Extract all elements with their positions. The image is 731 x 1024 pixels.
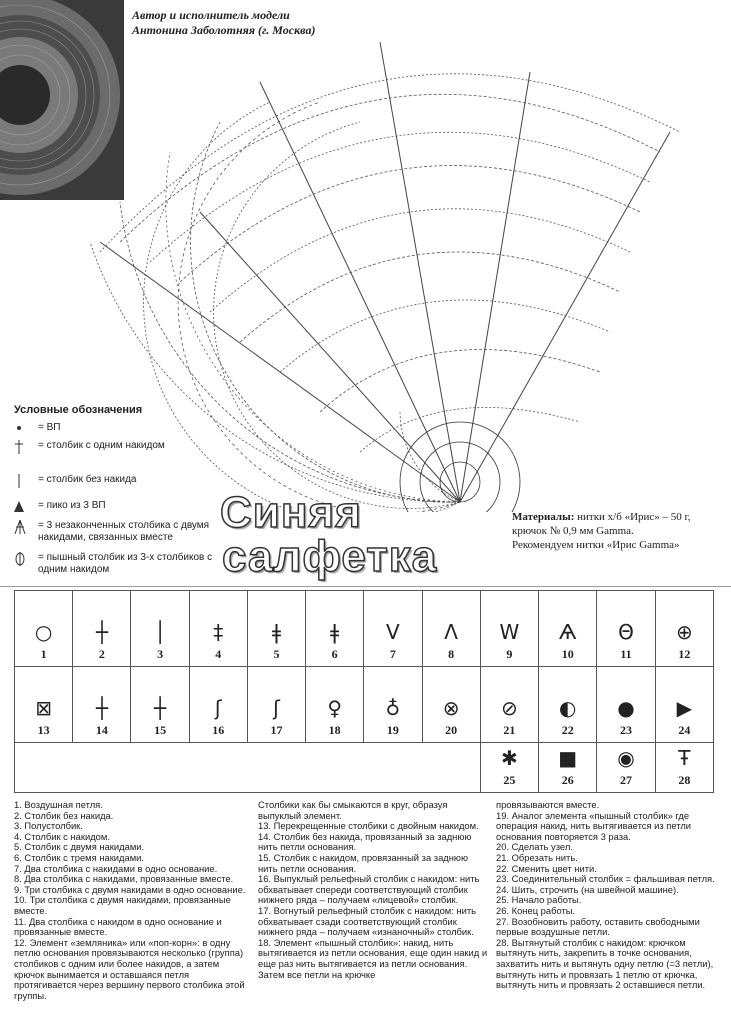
symbol-cell <box>539 743 597 793</box>
symbol-number: 24 <box>678 723 691 737</box>
note-item: 23. Соединительный столбик = фальшивая петля. <box>496 873 715 885</box>
notes-column-3 <box>496 800 718 991</box>
note-item: 2. Столбик без накида. <box>14 809 114 821</box>
symbol-glyph: ┼ <box>154 696 167 720</box>
symbol-row <box>15 667 714 743</box>
symbol-glyph: ○ <box>34 620 53 644</box>
author-line-2: Антонина Заболотняя (г. Москва) <box>132 23 316 37</box>
symbol-number: 11 <box>620 647 632 661</box>
symbol-cell <box>364 591 422 667</box>
note-item: 18. Элемент «пышный столбик»: накид, нить вытягивается из петли основания, еще один накид и еще раз нить вытягивается из петли основания. Затем все петли на крючке <box>258 936 488 980</box>
author-line-1: Автор и исполнитель модели <box>132 8 290 22</box>
symbol-glyph: Λ <box>444 620 458 644</box>
symbol-number: 2 <box>98 647 105 661</box>
symbol-glyph: ⊠ <box>35 696 53 720</box>
symbol-number: 6 <box>331 647 338 661</box>
symbol-number: 12 <box>678 647 691 661</box>
symbol-number: 15 <box>154 723 167 737</box>
note-item: 24. Шить, строчить (на швейной машине). <box>496 883 679 895</box>
fan-icon <box>14 520 28 534</box>
symbol-number: 28 <box>678 773 691 787</box>
symbol-glyph: ⊗ <box>442 696 460 720</box>
triangle-icon <box>14 500 28 514</box>
symbol-glyph: ♀ <box>327 696 342 720</box>
symbol-cell <box>539 667 597 743</box>
note-item: 4. Столбик с накидом. <box>14 830 110 842</box>
title-line-1: Синяя <box>220 488 362 537</box>
symbol-number: 3 <box>157 647 164 661</box>
symbol-cell <box>73 591 131 667</box>
symbol-cell <box>73 667 131 743</box>
symbol-cell <box>480 743 538 793</box>
legend-title: Условные обозначения <box>14 404 143 416</box>
symbol-number: 25 <box>503 773 516 787</box>
note-item: 26. Конец работы. <box>496 904 576 916</box>
note-item: 11. Два столбика с накидом в одно основание и провязанные вместе. <box>14 915 222 938</box>
symbol-glyph: Ŧ <box>678 746 691 770</box>
symbol-glyph: ┼ <box>95 696 108 720</box>
symbol-cell <box>480 667 538 743</box>
symbol-glyph: ǂ <box>330 620 340 644</box>
symbol-number: 18 <box>328 723 341 737</box>
materials-block <box>512 510 722 552</box>
notes-section <box>14 800 719 1020</box>
note-item: 13. Перекрещенные столбики с двойным накидом. <box>258 820 479 832</box>
symbol-cell <box>131 591 189 667</box>
symbol-glyph: ■ <box>558 746 578 770</box>
notes-column-1 <box>14 800 252 1001</box>
note-item: 27. Возобновить работу, оставить свободными первые воздушные петли. <box>496 915 700 938</box>
symbol-cell <box>364 667 422 743</box>
symbol-number: 14 <box>95 723 108 737</box>
note-item: 10. Три столбика с двумя накидами, провязанные вместе. <box>14 894 231 916</box>
symbol-glyph: ◉ <box>617 746 635 770</box>
symbol-cell <box>655 743 713 793</box>
title-line-2: салфетка <box>222 532 438 581</box>
note-item: 21. Обрезать нить. <box>496 851 578 863</box>
symbol-number: 10 <box>561 647 574 661</box>
symbol-number: 19 <box>386 723 399 737</box>
legend-item-oval: = пышный столбик из 3-х столбиков с одним накидом <box>14 552 214 578</box>
symbol-number: 8 <box>448 647 455 661</box>
symbol-cell <box>597 667 655 743</box>
symbol-number: 16 <box>212 723 225 737</box>
symbol-number: 7 <box>389 647 396 661</box>
symbol-cell <box>306 667 364 743</box>
symbol-glyph: ⊕ <box>675 620 693 644</box>
symbol-number: 27 <box>620 773 633 787</box>
symbol-glyph: ▶ <box>676 696 693 720</box>
legend-item-triangle: = пико из 3 ВП <box>14 500 214 514</box>
symbol-number: 5 <box>273 647 280 661</box>
legend-item-dot: = ВП <box>14 422 214 436</box>
notes-column-2 <box>258 800 488 980</box>
symbol-number: 22 <box>561 723 574 737</box>
symbol-glyph: ǂ <box>271 620 282 644</box>
note-item: 3. Полустолбик. <box>14 820 83 832</box>
symbol-cell <box>247 591 305 667</box>
note-item: 19. Аналог элемента «пышный столбик» где операция накид, нить вытягивается из петли основания повторяется 3 раза. <box>496 809 692 842</box>
symbol-glyph: │ <box>154 620 167 644</box>
crochet-diagram <box>60 12 700 512</box>
legend-item-bar: = столбик без накида <box>14 474 214 488</box>
symbol-number: 26 <box>561 773 574 787</box>
symbol-glyph: ◐ <box>559 696 577 720</box>
legend-item-cross: = столбик с одним накидом <box>14 440 214 466</box>
symbol-number: 20 <box>445 723 458 737</box>
symbol-cell <box>597 591 655 667</box>
materials-label: Материалы: <box>512 511 575 523</box>
symbol-cell <box>15 667 73 743</box>
symbol-cell <box>655 591 713 667</box>
note-item: 1. Воздушная петля. <box>14 799 103 810</box>
note-item: 6. Столбик с тремя накидами. <box>14 851 145 863</box>
note-item: 9. Три столбика с двумя накидами в одно основание. <box>14 883 246 895</box>
symbol-cell <box>480 591 538 667</box>
note-item: 7. Два столбика с накидами в одно основание. <box>14 862 218 874</box>
cross-icon <box>14 440 28 454</box>
symbol-cell <box>189 667 247 743</box>
symbol-glyph: ♁ <box>385 696 401 720</box>
note-item: 17. Вогнутый рельефный столбик с накидом: нить обхватывает сзади соответствующий столбик нижнего ряда – получаем «изнаночный» столбик. <box>258 904 477 938</box>
note-item: 28. Вытянутый столбик с накидом: крючком вытянуть нить, закрепить в точке основания, захватить нить и вытянуть одну петлю (=3 петли), вытянуть нить и провязать 1 петлю от крючка, вытянуть нить и провязать 2 оставшиеся петли. <box>496 936 714 991</box>
symbol-cell <box>655 667 713 743</box>
note-item: 5. Столбик с двумя накидами. <box>14 841 145 853</box>
symbol-glyph: Ѧ <box>558 620 577 644</box>
symbol-glyph: ‡ <box>213 620 224 644</box>
symbol-cell <box>539 591 597 667</box>
symbol-cell <box>306 591 364 667</box>
note-item: Столбики как бы смыкаются в круг, образуя выпуклый элемент. <box>258 799 448 821</box>
note-item: 16. Выпуклый рельефный столбик с накидом: нить обхватывает спереди соответствующий столбик нижнего ряда – получаем «лицевой» столбик. <box>258 873 480 906</box>
note-item: 14. Столбик без накида, провязанный за заднюю нить петли основания. <box>258 830 472 853</box>
symbol-row <box>15 591 714 667</box>
symbol-row <box>15 743 714 793</box>
symbol-cell <box>597 743 655 793</box>
note-item: 22. Сменить цвет нити. <box>496 862 597 874</box>
note-item: 25. Начало работы. <box>496 894 582 906</box>
symbol-number: 4 <box>215 647 222 661</box>
symbol-glyph: Θ <box>618 620 634 644</box>
materials-text: нитки х/б «Ирис» – 50 г, крючок № 0,9 мм Gamma. <box>512 511 691 537</box>
oval-icon <box>14 552 28 566</box>
symbol-glyph: ⊘ <box>501 696 518 720</box>
symbol-glyph: ● <box>617 696 635 720</box>
note-item: 20. Сделать узел. <box>496 841 573 853</box>
symbol-cell <box>131 667 189 743</box>
symbol-number: 1 <box>40 647 47 661</box>
legend-item-fan: = 3 незаконченных столбика с двумя накидами, связанных вместе <box>14 520 214 546</box>
symbol-number: 17 <box>270 723 283 737</box>
symbol-number: 23 <box>620 723 633 737</box>
note-item: 12. Элемент «земляника» или «поп-корн»: в одну петлю основания провязываются несколько (группа) столбиков с одним или более накидов, а затем крючок вынимается и оставшаяся петля протягивается через вершину первого столбика этой группы. <box>14 936 245 1001</box>
symbol-cell <box>189 591 247 667</box>
note-item: провязываются вместе. <box>496 799 600 810</box>
symbol-number: 13 <box>37 723 50 737</box>
note-item: 8. Два столбика с накидами, провязанные вместе. <box>14 873 234 885</box>
symbol-sequence-cell <box>15 743 481 793</box>
symbol-glyph: ʃ <box>273 696 280 720</box>
symbol-cell <box>422 667 480 743</box>
symbol-glyph: ✱ <box>501 746 518 770</box>
bar-icon <box>14 474 28 488</box>
symbol-cell <box>247 667 305 743</box>
symbol-number: 9 <box>506 647 513 661</box>
symbol-glyph: W <box>499 620 520 644</box>
materials-recommend: Рекомендуем нитки «Ирис Gamma» <box>512 539 680 551</box>
symbol-glyph: ┼ <box>95 620 108 644</box>
symbol-cell <box>422 591 480 667</box>
symbol-number: 21 <box>503 723 516 737</box>
divider <box>0 586 731 587</box>
symbol-cell <box>15 591 73 667</box>
symbol-glyph: V <box>386 620 400 644</box>
symbol-table <box>14 590 714 793</box>
note-item: 15. Столбик с накидом, провязанный за заднюю нить петли основания. <box>258 851 468 874</box>
symbol-glyph: ʃ <box>214 696 222 720</box>
dot-icon <box>14 422 28 436</box>
